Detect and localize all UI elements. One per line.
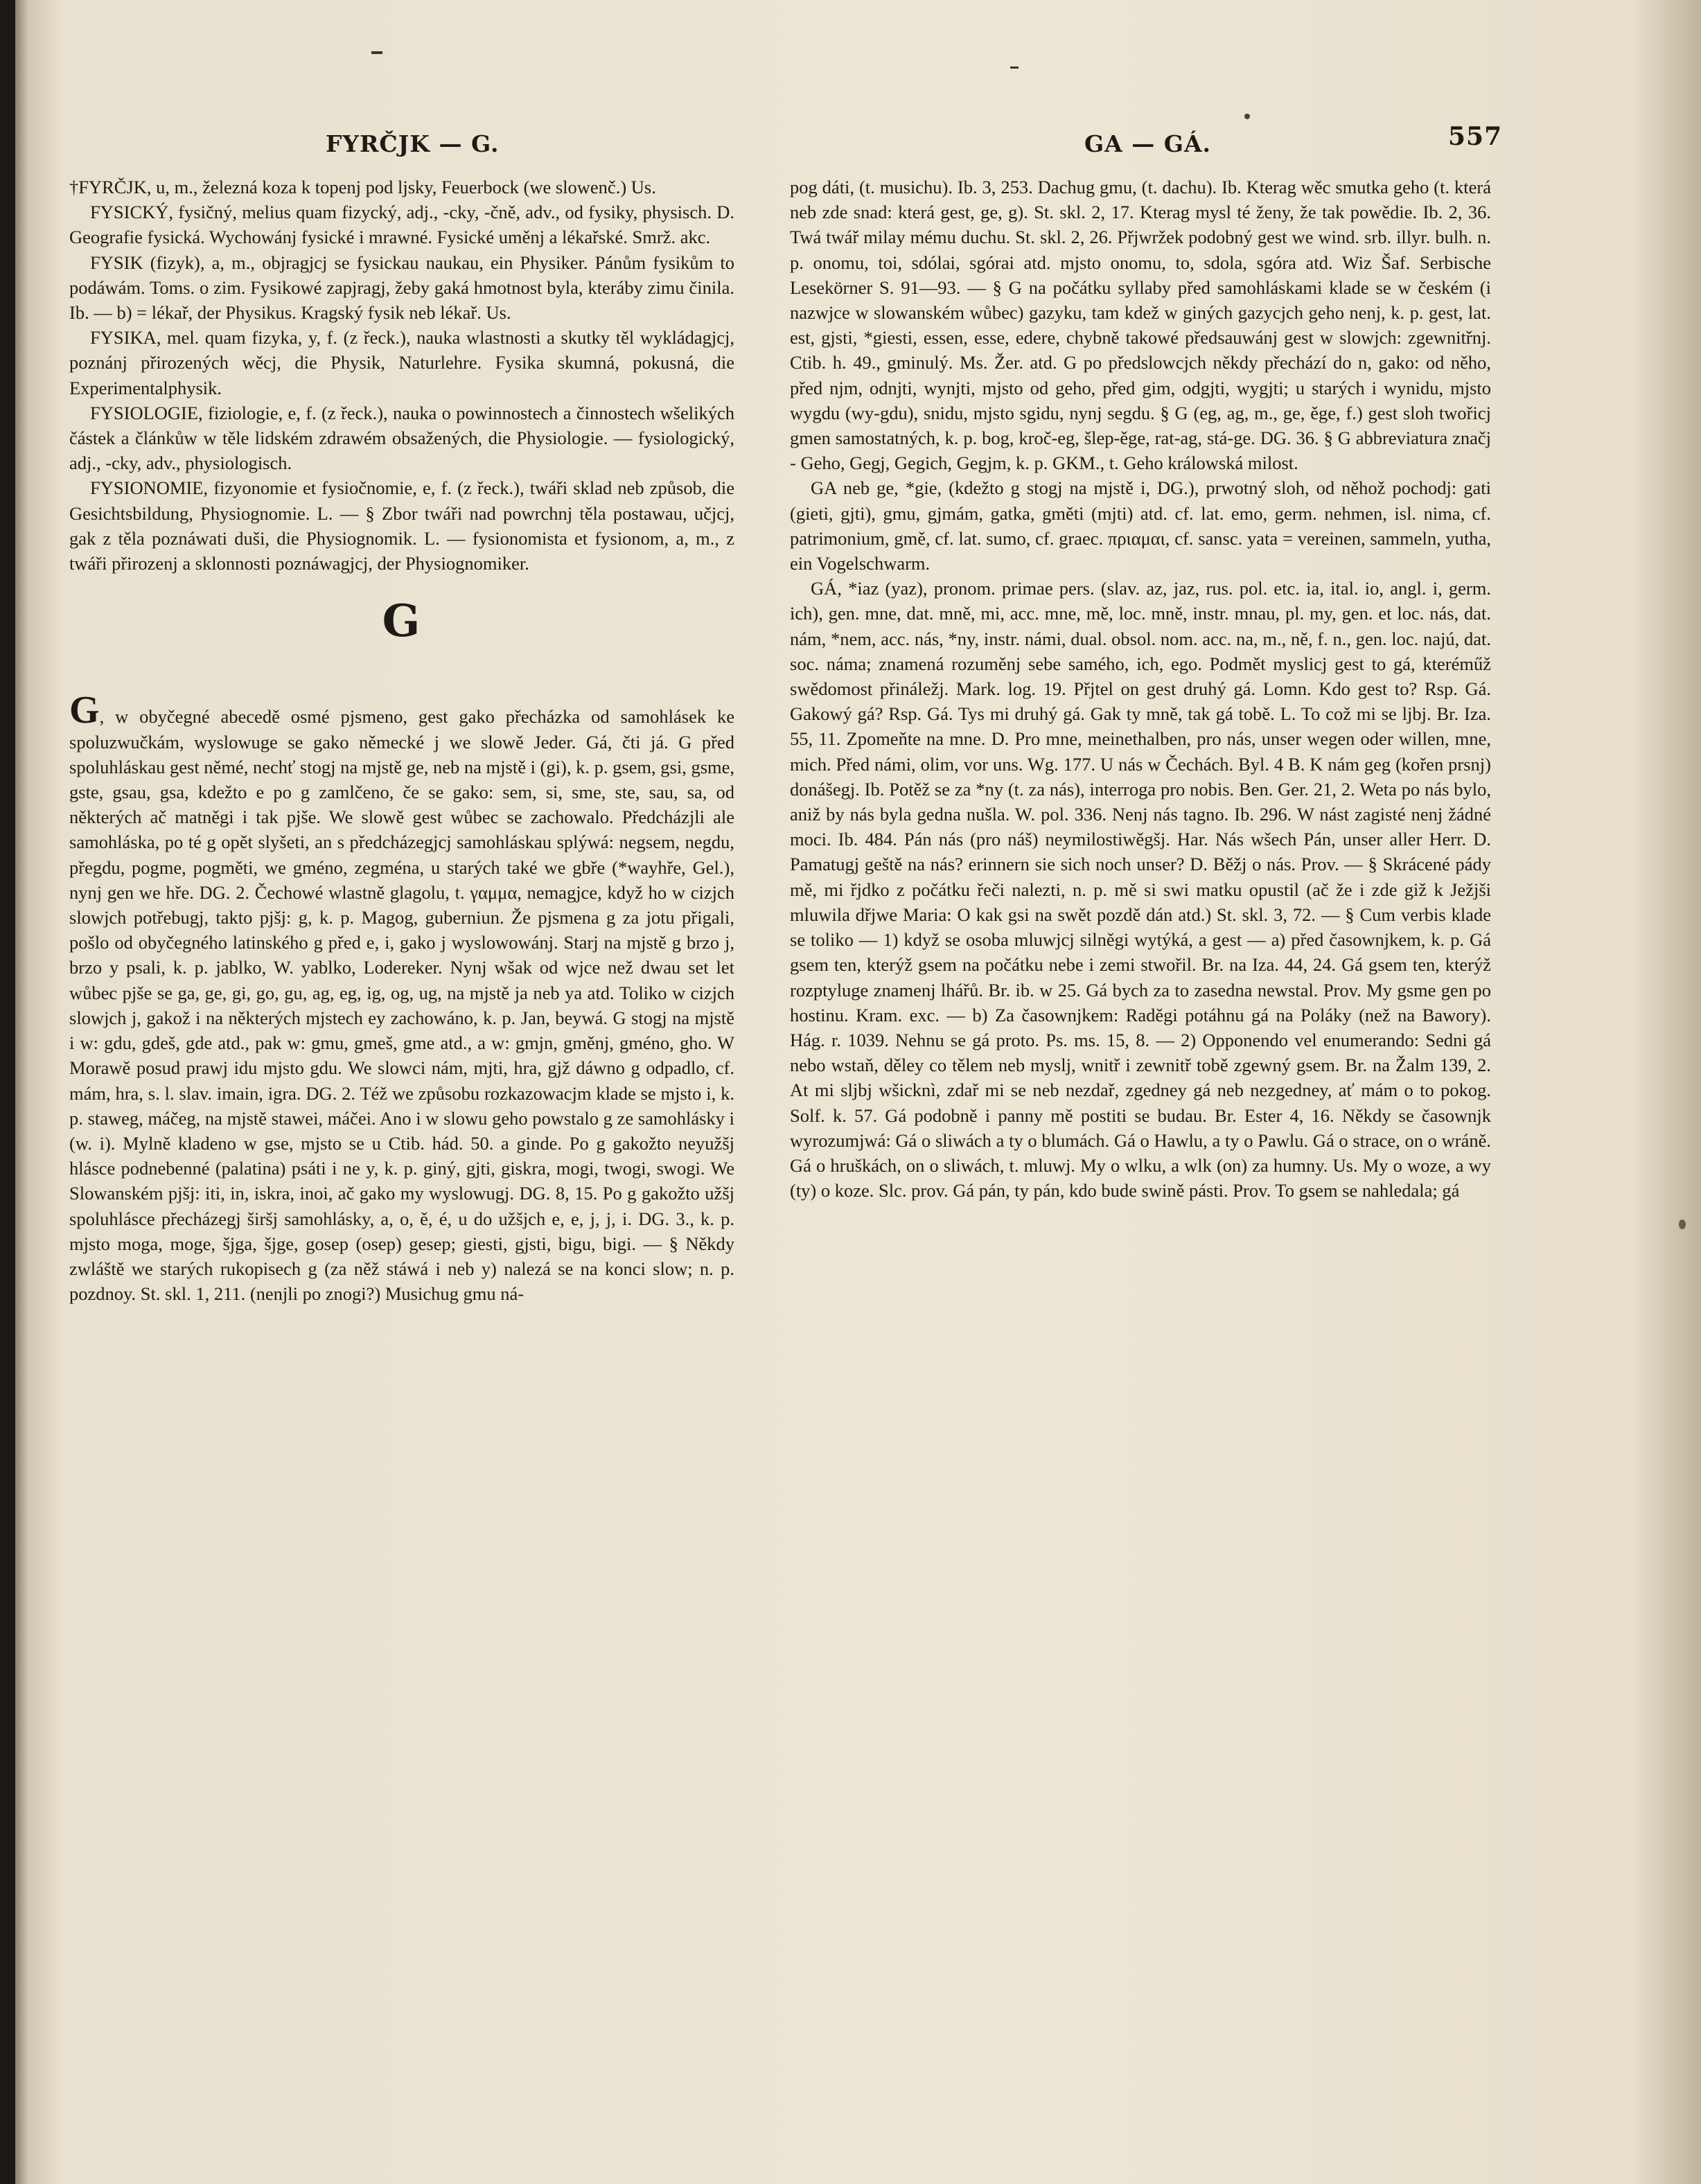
paper-mark (1679, 1219, 1686, 1229)
entry-fysionomie: FYSIONOMIE, fizyonomie et fysiočnomie, e, f. (z řeck.), twáři sklad neb způsob, die Gesichtsbildung, Physiognomie. L. — § Zbor twáři nad powrchnj těla postawau, učjcj, gak z těla poznáwati duši, die Physiognomik. L. — fysionomista et fysionom, a, m., z twáři přirozenj a sklonnosti poznáwagjcj, der Physiognomiker. (69, 477, 734, 574)
entry-ga-pronoun: GÁ, *iaz (yaz), pronom. primae pers. (slav. az, jaz, rus. pol. etc. ia, ital. io, angl. i, germ. ich), gen. mne, dat. mně, mi, acc. mne, mě, loc. mně, instr. mnau, pl. my, gen. et loc. nás, dat. nám, *nem, acc. nás, *ny, instr. námi, dual. obsol. nom. acc. na, m., ně, f. n., gen. loc. najú, dat. soc. náma; znamená rozuměnj sebe samého, ich, ego. Podmět myslicj gest to gá, kteréműž swědomost přináležj. Mark. log. 19. Přjtel on gest druhý gá. Lomn. Kdo gest to? Rsp. Gá. Gakowý gá? Rsp. Gá. Tys mi druhý gá. Gak ty mně, tak gá tobě. L. To což mi se ljbj. Br. Iza. 55, 11. Zpomeňte na mne. D. Pro mne, meinethalben, pro nás, unser wegen oder willen, mne, mich. Před námi, olim, vor uns. Wg. 177. U nás w Čechách. Byl. 4 B. K nám geg (kořen prsnj) donášegj. Ib. Potěž se za *ny (t. za nás), interroga pro nobis. Ben. Ger. 21, 2. Weta po nás bylo, aniž by nás byla gedna nušla. W. pol. 336. Nenj nás tagno. Ib. 296. W nást zagisté nenj žádné moci. Ib. 484. Pán nás (pro náš) neymilostiwěgšj. Har. Nás wšech Pán, unser aller Herr. D. Pamatugj geště na nás? erinnern sie sich noch unser? D. Běžj o nás. Prov. — § Skrácené pády mě, mi řjdko z počátku řeči nalezti, n. p. mě si swi matku opustil (ač že i zde giž k Ježjši mluwila dřjwe Maria: O kak gsi na swět pozdě dán atd.) St. skl. 3, 72. — § Cum verbis klade se toliko — 1) když se osoba mluwjcj silněgi wytýká, a gest — a) před časownjkem, k. p. Gá gsem ten, kterýž gsem na počátku nebe i zemi stwořil. Br. na Iza. 44, 24. Gá gsem ten, kterýž rozptyluge znamenj lhářů. Br. ib. w 25. Gá bych za to zasedna newstal. Prov. My gsme gen po hostinu. Kram. exc. — b) Za časownjkem: Raděgi potáhnu gá na Poláky (než na Bawory). Hág. r. 1039. Nehnu se gá proto. Ps. ms. 15, 8. — 2) Opponendo vel enumerando: Sedni gá nebo wstaň, děley co tělem neb myslj, wnitř i zewnitř tobě zgewný gsem. Br. na Žalm 139, 2. At mi sljbj wšicknì, zdař mi se neb nezdař, zgedney gá neb nezgedney, ať mám o to pokog. Solf. k. 57. Gá podobně i panny mě postiti se budau. Br. Ester 4, 16. Někdy se časownjk wyrozumjwá: Gá o sliwách a ty o blumách. Gá o Hawlu, a ty o Pawlu. Gá o strace, on o wráně. Gá o hruškách, on o sliwách, t. mluwj. My o wlku, a wlk (on) za humny. Us. My o woze, a wy (ty) o koze. Slc. prov. Gá pán, ty pán, kdo bude swině pásti. Prov. To gsem se nahledala; gá (790, 578, 1491, 1201)
ink-speck (1244, 114, 1250, 119)
entry-ga-root: GA neb ge, *gie, (kdežto g stogj na mjstě i, DG.), prwotný sloh, od něhož pochodj: gati (gieti, gjti), gmu, gjmám, gatka, gměti (mjti) atd. cf. lat. emo, germ. nehmen, isl. nima, cf. patrimonium, gmě, cf. lat. sumo, cf. graec. πριαμαι, cf. sansc. yata = vereinen, sammeln, yutha, ein Vogelschwarm. (790, 477, 1491, 574)
left-column (69, 175, 734, 1306)
drop-cap: G (69, 689, 100, 732)
book-gutter (0, 0, 15, 2184)
ink-speck (1010, 67, 1019, 69)
entry-g (69, 689, 735, 1306)
right-column (790, 175, 1491, 1203)
entry-fysicky: FYSICKÝ, fysičný, melius quam fizycký, adj., -cky, -čně, adv., od fysiky, physisch. D. Geografie fysická. Wychowánj fysické i mrawné. Fysické uměnj a lékařské. Smrž. akc. (69, 202, 734, 248)
entry-g-text: , w obyčegné abecedě osmé pjsmeno, gest gako přecházka od samohlásek ke spoluzwučkám, wyslowuge se gako německé j we slowě Jeder. Gá, čti já. G před spoluhláskau gest němé, nechť stogj na mjstě ge, neb na mjstě i (gi), k. p. gsem, gsi, gsme, gste, gsau, gsa, kdežto e po g zamlčeno, če se gako: sem, si, sme, ste, sau, sa, od některých ač matněgi i tak pjše. We slowě gest wůbec se zachowalo. Předcházjli ale samohláska, po té g opět slyšeti, an s předcházegjcj samohláskau splýwá: negsem, negdu, přegdu, pogme, pogměti, we gméno, zegména, u starých také we gbře (*wayhře, Gel.), nynj gen we hře. DG. 2. Čechowé wlastně glagolu, t. γαμμα, nemagjce, když ho w cizjch slowjch potřebugj, takto pjšj: g, k. p. Magog, guberniun. Že pjsmena g za jotu přigali, pošlo od obyčegného latinského g před e, i, gako j wyslowowánj. Starj na mjstě g brzo j, brzo y psali, k. p. jablko, W. yablko, Lodereker. Nynj wšak od wjce než dwau set let wůbec pjše se ga, ge, gi, go, gu, ag, eg, ig, og, ug, na mjstě ja neb ya atd. Toliko w cizjch slowjch j, gakož i na některých mjstech ey zachowáno, k. p. Jan, beywá. G stogj na mjstě i w: gdu, gdeš, gde atd., pak w: gmu, gmeš, gme atd., a w: gmjn, gměnj, gméno, gho. W Morawě posud prawj idu mjsto gdu. We slowci nám, mjti, hra, gjž dáwno g odpadlo, cf. mám, hra, s. l. slav. imain, igra. DG. 2. Též we způsobu rozkazowacjm klade se mjsto i, k. p. staweg, máčeg, na mjstě stawei, máčei. Ano i w slowu geho powstalo g ze samohlásky i (w. i). Mylně kladeno w gse, mjsto se u Ctib. hád. 50. a ginde. Po g gakožto neyužšj hlásce podnebenné (palatina) psáti i ne y, k. p. giný, gjti, giskra, mogi, twogi, swogi. We Slowanském pjšj: iti, in, iskra, inoi, ač gako my wyslowugj. DG. 8, 15. Po g gakožto užšj spoluhlásce přecházegj širšj samohlásky, a, o, ě, é, u do užšjch e, e, j, j, i. DG. 3., k. p. mjsto moga, moge, šjga, šjge, gosep (osep) gesep; giesti, gjsti, bigu, bigi. — § Někdy zwláště we starých rukopisech g (za něž stáwá i neb y) nalezá se na konci slow; n. p. pozdnoy. St. skl. 1, 211. (nenjli po znogi?) Musichug gmu ná- (69, 706, 735, 1305)
entry-g-continued: pog dáti, (t. musichu). Ib. 3, 253. Dachug gmu, (t. dachu). Ib. Kterag wěc smutka geho (t. která neb zde snad: která gest, ge, g). St. skl. 2, 17. Kterag mysl té ženy, že tak powědie. Ib. 2, 36. Twá twář milay mému duchu. St. skl. 2, 26. Přjwržek podobný gest we wind. srb. illyr. bulh. n. p. onomu, toi, sdólai, sgórai atd. mjsto onomu, to, sdola, sgóra atd. Wiz Šaf. Serbische Lesekörner S. 91—93. — § G na počátku syllaby před samohláskami klade se w českém (i nazwjce w slowanském wůbec) gazyku, tam kdež w giných gazycjch geho nenj, k. p. gest, lat. est, gjsti, *giesti, essen, esse, edere, chybně takowé předsauwánj gest w slowjch: zgewnitřnj. Ctib. h. 49., gminulý. Ms. Žer. atd. G po předslowcjch někdy přechází do n, gako: od něho, před njm, odnjti, wynjti, mjsto od geho, před gim, odgjti, wygjti; u starých i wynidu, mjsto wygdu (wy-gdu), snidu, mjsto sgidu, nynj segdu. § G (eg, ag, m., ge, ěge, f.) gest sloh twořicj gmen samostatných, k. p. bog, kroč-eg, šlep-ěge, rat-ag, stá-ge. DG. 36. § G abbreviatura značj - Geho, Gegj, Gegich, Gegjm, k. p. GKM., t. Geho králowská milost. (790, 177, 1491, 474)
running-head-right: GA — GÁ. (1084, 130, 1212, 157)
section-letter-ornament: G (382, 595, 422, 648)
ink-speck (371, 51, 382, 54)
entry-fysik: FYSIK (fizyk), a, m., objragjcj se fysickau naukau, ein Physiker. Pánům fysikům to podáwám. Toms. o zim. Fysikowé zapjragj, žeby gaká hmotnost byla, kteráby zimu činila. Ib. — b) = lékař, der Physikus. Kragský fysik neb lékař. Us. (69, 252, 734, 324)
page-number: 557 (1448, 122, 1503, 151)
running-head-left: FYRČJK — G. (326, 130, 500, 157)
entry-fysika: FYSIKA, mel. quam fizyka, y, f. (z řeck.), nauka wlastnosti a skutky těl wykládagjcj, poznánj přirozených wěcj, die Physik, Naturlehre. Fysika skumná, pokusná, die Experimentalphysik. (69, 327, 734, 398)
entry-fysiologie: FYSIOLOGIE, fiziologie, e, f. (z řeck.), nauka o powinnostech a činnostech wšelikých částek a článkůw w těle lidském zdrawém obsažených, die Physiologie. — fysiologický, adj., -cky, adv., physiologisch. (69, 402, 734, 474)
entry-fyrcjk: †FYRČJK, u, m., železná koza k topenj pod ljsky, Feuerbock (we slowenč.) Us. (69, 177, 656, 197)
